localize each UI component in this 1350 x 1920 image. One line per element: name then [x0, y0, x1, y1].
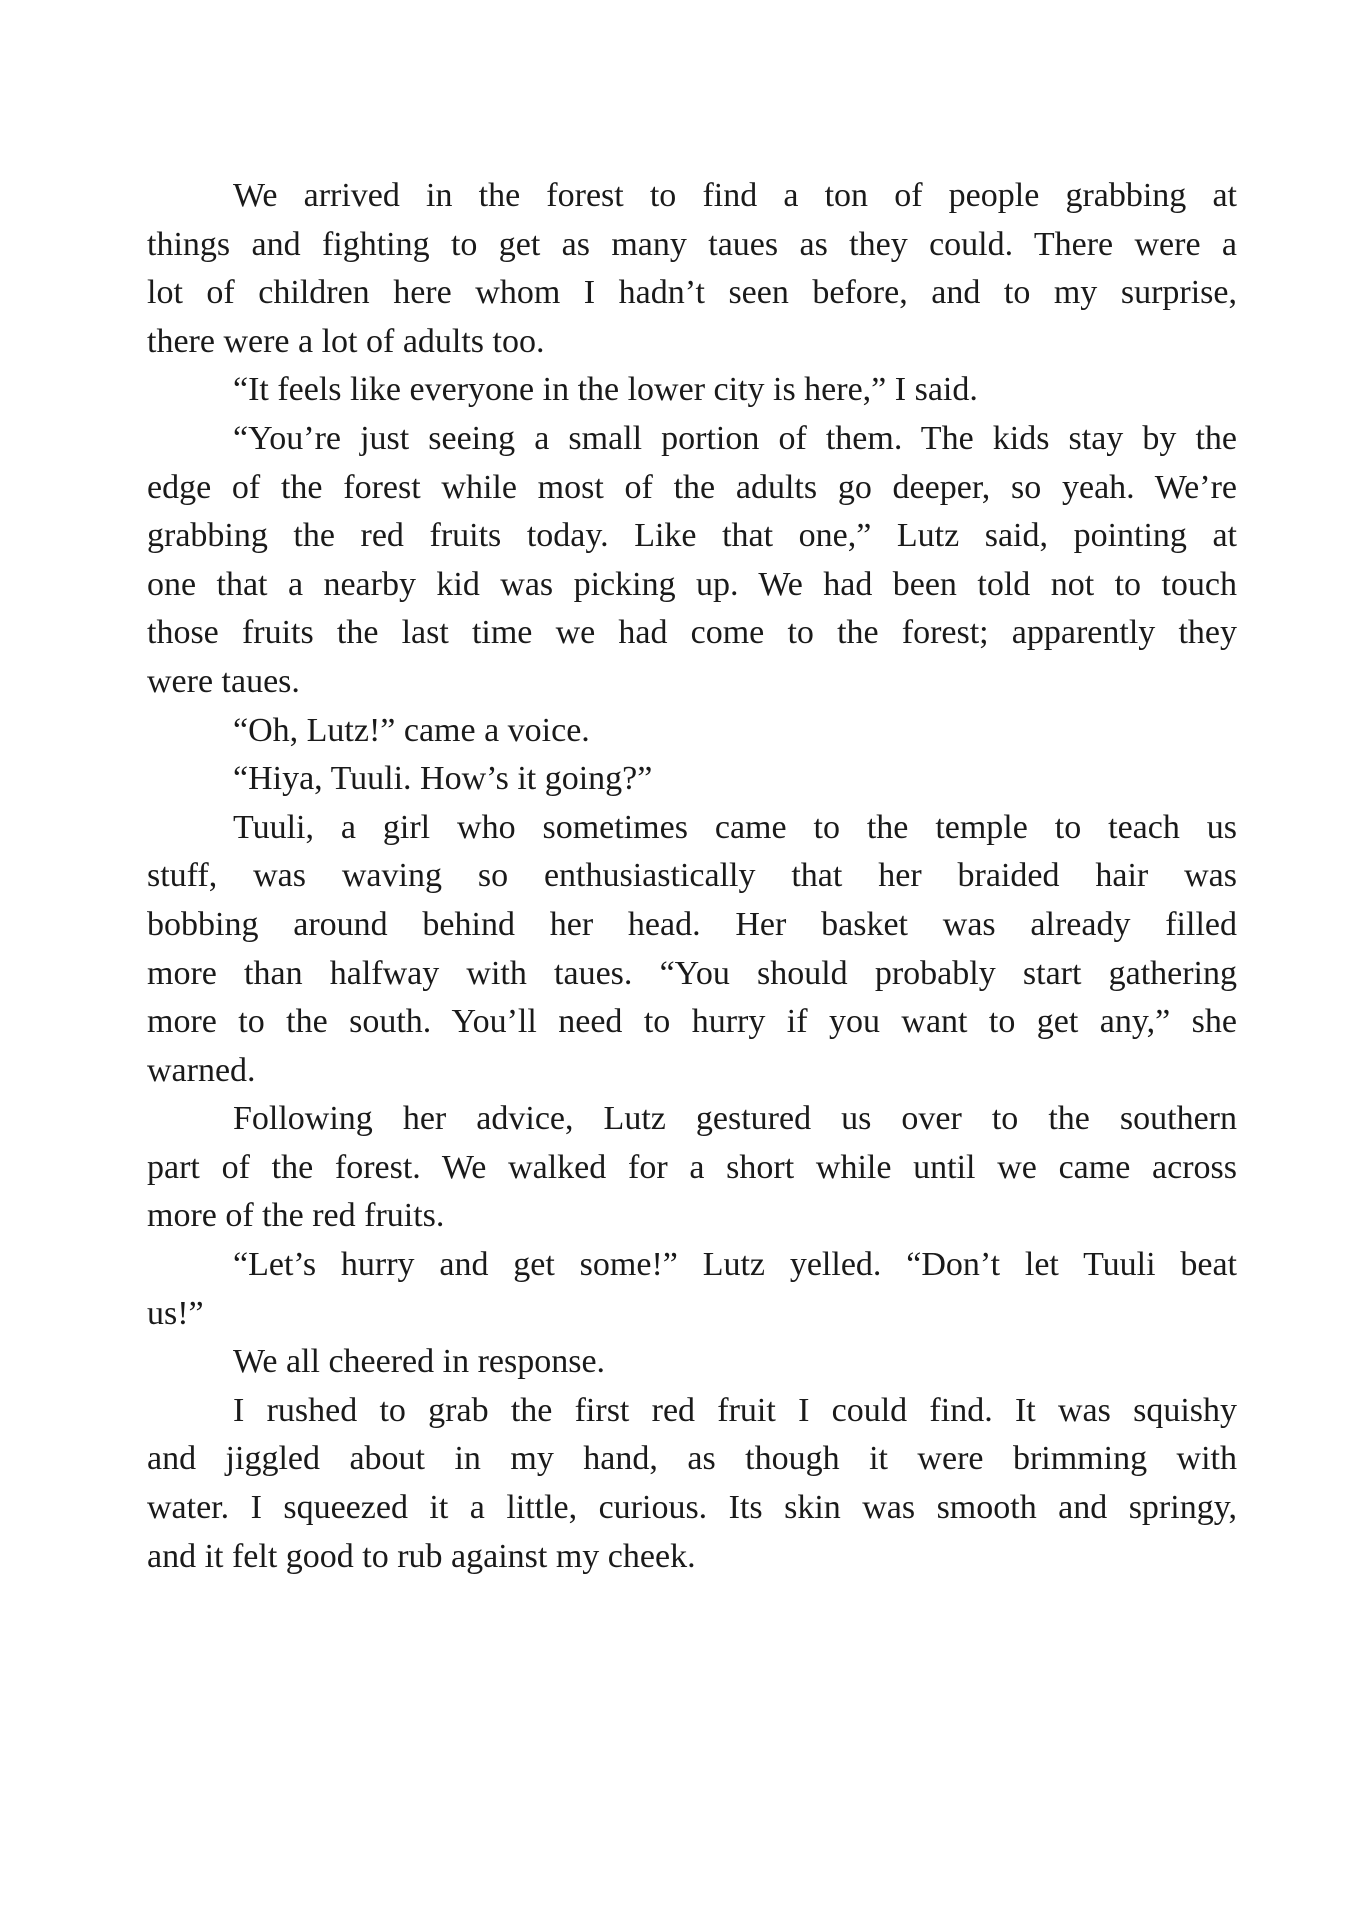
text-line: one that a nearby kid was picking up. We had been told not to touch [147, 565, 1237, 603]
text-line: “You’re just seeing a small portion of them. The kids stay by the [233, 419, 1237, 457]
paragraph [147, 172, 1237, 366]
text-line: there were a lot of adults too. [147, 322, 545, 360]
text-line: I rushed to grab the first red fruit I could find. It was squishy [233, 1391, 1237, 1429]
text-line: us!” [147, 1294, 204, 1332]
paragraph [147, 755, 1237, 804]
text-line: more to the south. You’ll need to hurry if you want to get any,” she [147, 1003, 1237, 1041]
paragraph [147, 1095, 1237, 1241]
paragraph [147, 366, 1237, 415]
paragraph [147, 1387, 1237, 1581]
book-page-text [147, 172, 1237, 1581]
paragraph [147, 804, 1237, 1096]
text-line: warned. [147, 1051, 256, 1089]
text-line: and it felt good to rub against my cheek. [147, 1537, 696, 1575]
text-line: Following her advice, Lutz gestured us over to the southern [233, 1100, 1237, 1138]
text-line: “It feels like everyone in the lower city is here,” I said. [233, 371, 978, 409]
paragraph [147, 707, 1237, 756]
paragraph [147, 1241, 1237, 1338]
text-line: We arrived in the forest to find a ton of people grabbing at [233, 177, 1237, 214]
text-line: stuff, was waving so enthusiastically that her braided hair was [147, 857, 1237, 895]
text-line: “Hiya, Tuuli. How’s it going?” [233, 760, 653, 798]
text-line: water. I squeezed it a little, curious. Its skin was smooth and springy, [147, 1489, 1237, 1527]
text-line: grabbing the red fruits today. Like that one,” Lutz said, pointing at [147, 517, 1237, 555]
text-line: bobbing around behind her head. Her basket was already filled [147, 905, 1237, 943]
text-line: We all cheered in response. [233, 1343, 606, 1381]
text-line: edge of the forest while most of the adults go deeper, so yeah. We’re [147, 468, 1237, 506]
text-line: “Oh, Lutz!” came a voice. [233, 711, 590, 749]
text-line: were taues. [147, 662, 300, 700]
text-line: Tuuli, a girl who sometimes came to the temple to teach us [233, 808, 1237, 846]
text-line: more than halfway with taues. “You should probably start gathering [147, 954, 1237, 992]
text-line: part of the forest. We walked for a short while until we came across [147, 1148, 1237, 1186]
text-line: lot of children here whom I hadn’t seen before, and to my surprise, [147, 274, 1237, 312]
paragraph [147, 415, 1237, 707]
text-line: “Let’s hurry and get some!” Lutz yelled. “Don’t let Tuuli beat [233, 1246, 1237, 1284]
text-line: more of the red fruits. [147, 1197, 445, 1235]
text-line: and jiggled about in my hand, as though it were brimming with [147, 1440, 1237, 1478]
paragraph [147, 1338, 1237, 1387]
text-line: those fruits the last time we had come to the forest; apparently they [147, 614, 1237, 652]
text-line: things and fighting to get as many taues as they could. There were a [147, 225, 1237, 263]
